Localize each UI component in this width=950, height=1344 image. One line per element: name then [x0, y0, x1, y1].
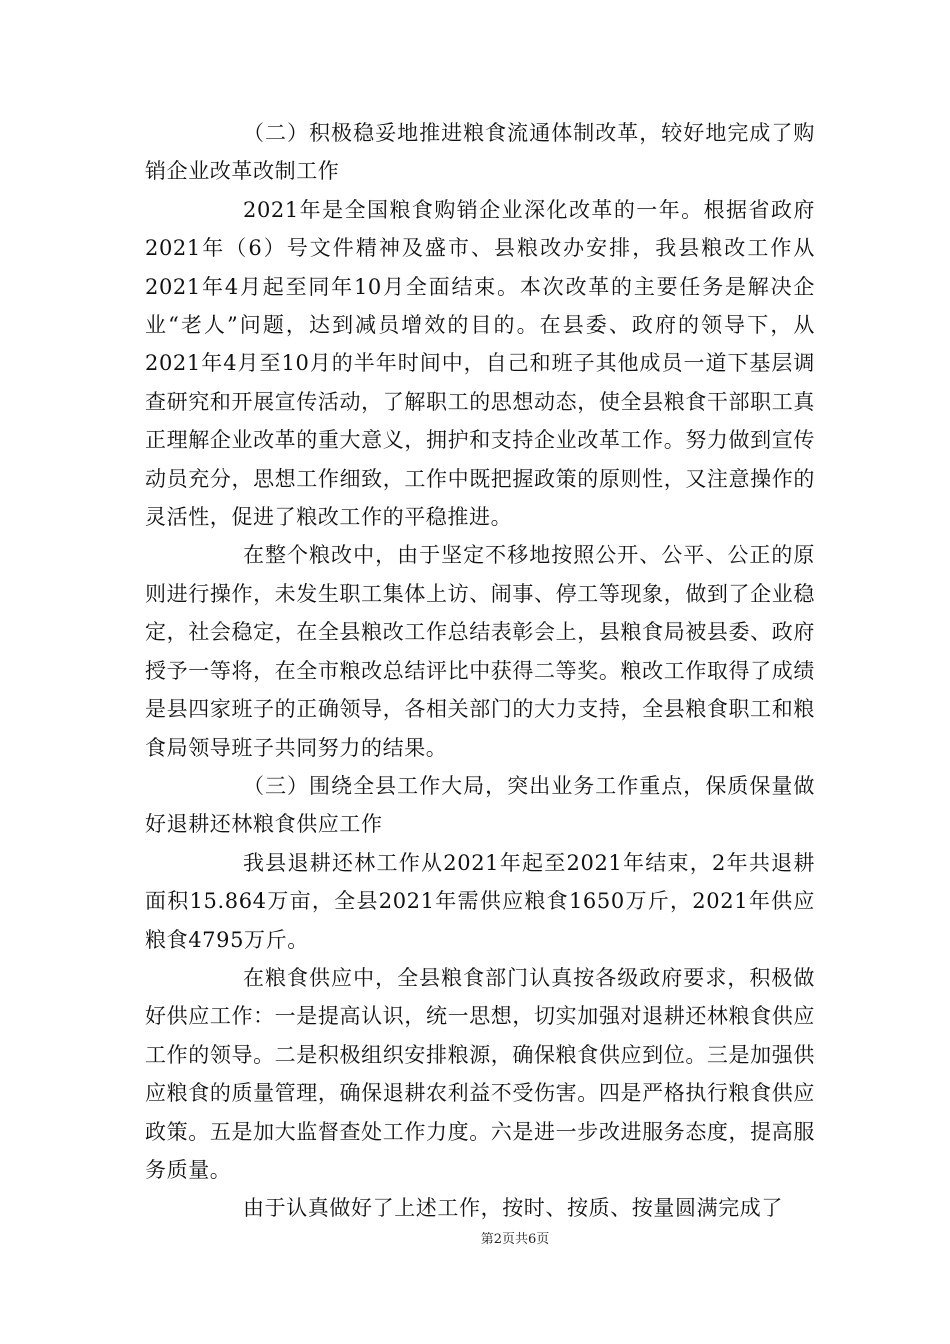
- paragraph: 我县退耕还林工作从2021年起至2021年结束，2年共退耕面积15.864万亩，全县2021年需供应粮食1650万斤，2021年供应粮食4795万斤。: [145, 850, 815, 952]
- document-body: [145, 114, 815, 1228]
- section-heading-2: （二）积极稳妥地推进粮食流通体制改革，较好地完成了购销企业改革改制工作: [145, 121, 815, 184]
- paragraph: 2021年是全国粮食购销企业深化改革的一年。根据省政府2021年（6）号文件精神及盛市、县粮改办安排，我县粮改工作从2021年4月起至同年10月全面结束。本次改革的主要任务是解决企业“老人”问题，达到减员增效的目的。在县委、政府的领导下，从2021年4月至10月的半年时间中，自己和班子其他成员一道下基层调查研究和开展宣传活动，了解职工的思想动态，使全县粮食干部职工真正理解企业改革的重大意义，拥护和支持企业改革工作。努力做到宣传动员充分，思想工作细致，工作中既把握政策的原则性，又注意操作的灵活性，促进了粮改工作的平稳推进。: [145, 197, 815, 530]
- section-heading-3: （三）围绕全县工作大局，突出业务工作重点，保质保量做好退耕还林粮食供应工作: [145, 773, 815, 837]
- paragraph: 由于认真做好了上述工作，按时、按质、按量圆满完成了: [243, 1196, 783, 1221]
- page-number-footer: 第2页共6页: [480, 1232, 550, 1247]
- paragraph: 在整个粮改中，由于坚定不移地按照公开、公平、公正的原则进行操作，未发生职工集体上访、闹事、停工等现象，做到了企业稳定，社会稳定，在全县粮改工作总结表彰会上，县粮食局被县委、政府授予一等将，在全市粮改总结评比中获得二等奖。粮改工作取得了成绩是县四家班子的正确领导，各相关部门的大力支持，全县粮食职工和粮食局领导班子共同努力的结果。: [145, 543, 815, 760]
- paragraph: 在粮食供应中，全县粮食部门认真按各级政府要求，积极做好供应工作：一是提高认识，统一思想，切实加强对退耕还林粮食供应工作的领导。二是积极组织安排粮源，确保粮食供应到位。三是加强供应粮食的质量管理，确保退耕农利益不受伤害。四是严格执行粮食供应政策。五是加大监督查处工作力度。六是进一步改进服务态度，提高服务质量。: [145, 965, 815, 1182]
